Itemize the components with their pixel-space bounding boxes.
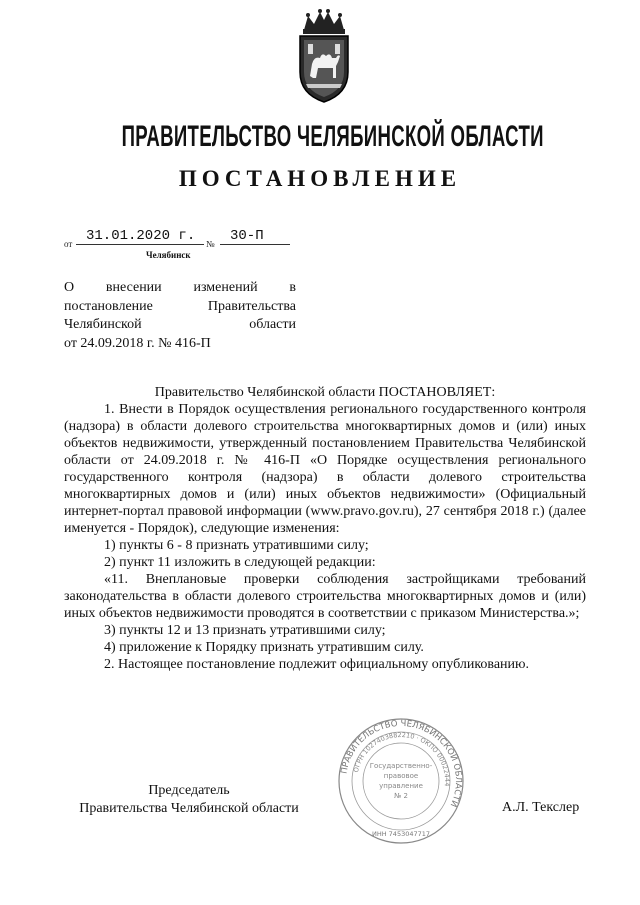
document-number: 30-П — [230, 228, 264, 244]
number-underline — [220, 244, 290, 245]
item-2: 2. Настоящее постановление подлежит официальному опубликованию. — [104, 657, 529, 672]
government-title: ПРАВИТЕЛЬСТВО ЧЕЛЯБИНСКОЙ ОБЛАСТИ — [121, 120, 544, 153]
from-label: от — [64, 239, 73, 249]
signer-position — [64, 782, 314, 818]
seal-center-line: Государственно- — [369, 762, 433, 770]
document-date: 31.01.2020 г. — [86, 228, 196, 244]
subject-line: Челябинской области — [64, 317, 296, 332]
document-subject — [64, 279, 296, 353]
seal-bottom-text: ИНН 7453047717 — [371, 830, 431, 838]
document-type-title: ПОСТАНОВЛЕНИЕ — [178, 166, 462, 191]
number-label: № — [206, 239, 215, 249]
seal-center-line: № 2 — [394, 792, 408, 800]
signer-position-line: Председатель — [148, 783, 230, 798]
sub-item-1: 1) пункты 6 - 8 признать утратившими силу; — [104, 538, 369, 553]
chelyabinsk-coat-of-arms-icon — [292, 8, 356, 106]
sub-item-3: 3) пункты 12 и 13 признать утратившими силу; — [104, 623, 386, 638]
seal-center-line: правовое — [383, 772, 419, 780]
signer-position-line: Правительства Челябинской области — [79, 801, 299, 816]
subject-line: от 24.09.2018 г. № 416-П — [64, 335, 211, 351]
document-body — [64, 384, 586, 673]
preamble: Правительство Челябинской области ПОСТАНОВЛЯЕТ: — [154, 385, 496, 400]
new-wording-quote: «11. Внеплановые проверки соблюдения застройщиками требований законодательства в области долевого строительства многоквартирных домов и (или) иных объектов недвижимости проводятся в соответствии с приказом Министерства.»; — [64, 572, 586, 621]
sub-item-2: 2) пункт 11 изложить в следующей редакции: — [104, 555, 376, 570]
official-seal-stamp — [336, 716, 466, 846]
date-underline — [76, 244, 204, 245]
document-city: Челябинск — [146, 250, 191, 260]
document-meta — [64, 228, 304, 264]
subject-line: О внесении изменений в — [64, 280, 296, 295]
item-1: 1. Внести в Порядок осуществления регионального государственного контроля (надзора) в области долевого строительства многоквартирных домов и (или) иных объектов недвижимости, утвержденный постановлением Правительства Челябинской области от 24.09.2018 г. № 416-П «О Порядке осуществления регионального государственного контроля (надзора) в области долевого строительства многоквартирных домов и (или) иных объектов недвижимости» (Официальный интернет-портал правовой информации (www.pravo.gov.ru), 27 сентября 2018 г.) (далее именуется - Порядок), следующие изменения: — [64, 402, 586, 536]
signer-name: А.Л. Текслер — [502, 800, 580, 815]
seal-inner-text: ОГРН 1027403882210 · ОКПО 00022444 — [351, 730, 452, 787]
seal-outer-text: ПРАВИТЕЛЬСТВО ЧЕЛЯБИНСКОЙ ОБЛАСТИ — [339, 718, 464, 809]
seal-center-line: управление — [379, 782, 423, 790]
sub-item-4: 4) приложение к Порядку признать утратившим силу. — [104, 640, 424, 655]
subject-line: постановление Правительства — [64, 298, 296, 314]
